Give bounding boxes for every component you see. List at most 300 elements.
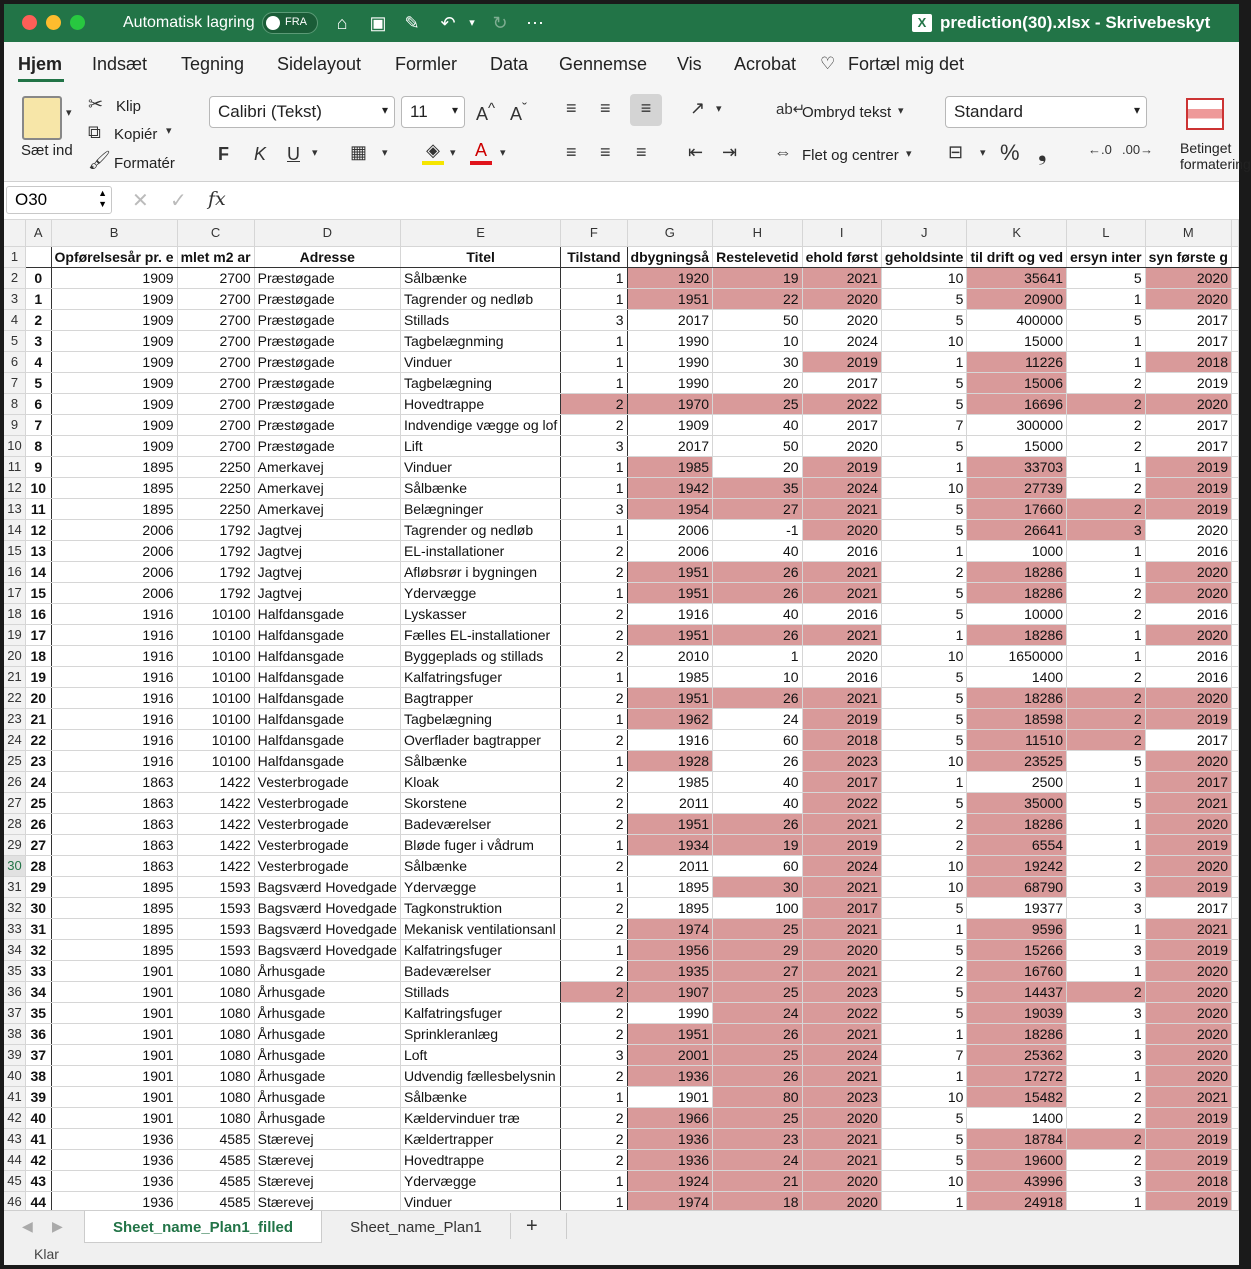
column-header[interactable]: C	[177, 220, 254, 246]
cell[interactable]: Hovedtrappe	[400, 1149, 560, 1170]
cell[interactable]: 1792	[177, 561, 254, 582]
cell[interactable]: 1916	[627, 603, 713, 624]
cell[interactable]: 30	[713, 876, 802, 897]
index-cell[interactable]: 28	[26, 855, 52, 876]
index-cell[interactable]: 44	[26, 1191, 52, 1212]
cell[interactable]: Præstøgade	[254, 309, 400, 330]
cell[interactable]: 2	[561, 918, 627, 939]
index-cell[interactable]: 40	[26, 1107, 52, 1128]
minimize-window-button[interactable]	[46, 15, 61, 30]
cell[interactable]	[1232, 456, 1239, 477]
column-title-cell[interactable]: Restelevetid	[713, 246, 802, 267]
cell[interactable]: 26	[713, 561, 802, 582]
cell[interactable]: 1792	[177, 540, 254, 561]
cell[interactable]: 40	[713, 771, 802, 792]
index-cell[interactable]: 2	[26, 309, 52, 330]
cell[interactable]: 2020	[802, 519, 881, 540]
cell[interactable]: 2700	[177, 372, 254, 393]
cell[interactable]: 1	[561, 750, 627, 771]
row-header[interactable]: 31	[4, 876, 26, 897]
cell[interactable]: 30	[713, 351, 802, 372]
cell[interactable]: Stærevej	[254, 1191, 400, 1212]
cell[interactable]: Århusgade	[254, 1002, 400, 1023]
cell[interactable]	[1232, 351, 1239, 372]
cell[interactable]: 5	[881, 603, 967, 624]
cell[interactable]: 18286	[967, 813, 1067, 834]
cell[interactable]: 1	[1067, 456, 1146, 477]
index-cell[interactable]: 30	[26, 897, 52, 918]
comma-style-icon[interactable]: ❟	[1038, 140, 1047, 165]
cell[interactable]: Lift	[400, 435, 560, 456]
cell[interactable]: 1	[881, 351, 967, 372]
cell[interactable]: 1951	[627, 624, 713, 645]
cell[interactable]: 35641	[967, 267, 1067, 288]
cell[interactable]: 5	[881, 498, 967, 519]
font-color-icon[interactable]: A	[470, 140, 492, 165]
cell[interactable]: 2011	[627, 792, 713, 813]
cell[interactable]: Belægninger	[400, 498, 560, 519]
cut-label[interactable]: Klip	[116, 98, 142, 115]
cell[interactable]: 1916	[51, 750, 177, 771]
cell[interactable]: 3	[1067, 939, 1146, 960]
cell[interactable]: Bagsværd Hovedgade	[254, 897, 400, 918]
column-title-cell[interactable]: Titel	[400, 246, 560, 267]
cell[interactable]: 20	[713, 372, 802, 393]
cell[interactable]: 5	[881, 792, 967, 813]
cell[interactable]: 2006	[627, 519, 713, 540]
cell[interactable]: Vesterbrogade	[254, 834, 400, 855]
cell[interactable]: 10	[881, 477, 967, 498]
maximize-window-button[interactable]	[70, 15, 85, 30]
fill-color-icon[interactable]: ◈	[422, 140, 444, 165]
cell[interactable]: 1422	[177, 813, 254, 834]
cell[interactable]: 5	[881, 939, 967, 960]
cell[interactable]	[1232, 582, 1239, 603]
cell[interactable]: 15000	[967, 330, 1067, 351]
cell[interactable]	[1232, 267, 1239, 288]
cell[interactable]: 2023	[802, 981, 881, 1002]
cell[interactable]: 2019	[1145, 1107, 1231, 1128]
cell[interactable]: 26	[713, 813, 802, 834]
cell[interactable]: 35000	[967, 792, 1067, 813]
cell[interactable]	[1232, 435, 1239, 456]
column-header[interactable]: L	[1067, 220, 1146, 246]
cell[interactable]	[1232, 561, 1239, 582]
cell[interactable]: 2	[561, 687, 627, 708]
row-header[interactable]: 16	[4, 561, 26, 582]
name-box[interactable]	[6, 186, 112, 214]
cell[interactable]: 1400	[967, 666, 1067, 687]
cell[interactable]: Præstøgade	[254, 351, 400, 372]
cell[interactable]: 2020	[1145, 1044, 1231, 1065]
cell[interactable]: 1916	[51, 666, 177, 687]
cell[interactable]: 2700	[177, 414, 254, 435]
cell[interactable]: 1901	[51, 1086, 177, 1107]
row-header[interactable]: 18	[4, 603, 26, 624]
cell[interactable]: Halfdansgade	[254, 708, 400, 729]
cell[interactable]: 2021	[1145, 1086, 1231, 1107]
cell[interactable]: 19242	[967, 855, 1067, 876]
cell[interactable]: 7	[881, 414, 967, 435]
column-title-cell[interactable]: geholdsinte	[881, 246, 967, 267]
merge-center-label[interactable]: Flet og centrer	[802, 147, 899, 164]
cell[interactable]: 4585	[177, 1170, 254, 1191]
chevron-down-icon[interactable]: ▾	[312, 147, 318, 159]
cell[interactable]: 5	[881, 981, 967, 1002]
index-cell[interactable]: 13	[26, 540, 52, 561]
italic-icon[interactable]: K	[254, 144, 267, 164]
cell[interactable]: 2020	[802, 939, 881, 960]
cell[interactable]: 1970	[627, 393, 713, 414]
cell[interactable]: 27739	[967, 477, 1067, 498]
cell[interactable]: 2	[561, 813, 627, 834]
cell[interactable]: 2020	[1145, 960, 1231, 981]
cell[interactable]: 10	[881, 267, 967, 288]
cell[interactable]: 50	[713, 309, 802, 330]
cell[interactable]: Badeværelser	[400, 813, 560, 834]
cell[interactable]: 2	[561, 414, 627, 435]
autosave-toggle[interactable]	[262, 12, 318, 34]
cell[interactable]	[1232, 1023, 1239, 1044]
cell[interactable]	[1232, 372, 1239, 393]
cell[interactable]	[1232, 540, 1239, 561]
index-cell[interactable]: 36	[26, 1023, 52, 1044]
cell[interactable]: 1909	[51, 414, 177, 435]
row-header[interactable]: 11	[4, 456, 26, 477]
cell[interactable]: 1	[561, 477, 627, 498]
cell[interactable]: 2	[561, 1107, 627, 1128]
cell[interactable]: 1909	[51, 393, 177, 414]
cell[interactable]: 2017	[1145, 414, 1231, 435]
cell[interactable]: Vesterbrogade	[254, 855, 400, 876]
cell[interactable]: 2020	[1145, 1023, 1231, 1044]
cell[interactable]: 2010	[627, 645, 713, 666]
cell[interactable]: 2020	[802, 435, 881, 456]
cell[interactable]: 3	[1067, 1002, 1146, 1023]
percent-icon[interactable]: %	[1000, 140, 1020, 165]
cell[interactable]: 2	[561, 897, 627, 918]
cell[interactable]: 1080	[177, 1065, 254, 1086]
cell[interactable]: 2021	[1145, 792, 1231, 813]
tab-tegning[interactable]: Tegning	[181, 54, 245, 74]
cell[interactable]: Tagbelægning	[400, 372, 560, 393]
cell[interactable]: Ydervægge	[400, 1170, 560, 1191]
cell[interactable]: 2	[561, 1065, 627, 1086]
cell[interactable]: 1942	[627, 477, 713, 498]
cell[interactable]: 2	[561, 855, 627, 876]
cell[interactable]: 1080	[177, 1023, 254, 1044]
cell[interactable]: 2	[881, 561, 967, 582]
cell[interactable]: 1928	[627, 750, 713, 771]
spreadsheet-grid[interactable]	[4, 220, 1239, 1210]
index-cell[interactable]: 39	[26, 1086, 52, 1107]
cell[interactable]: 1909	[51, 288, 177, 309]
cell[interactable]: 2022	[802, 792, 881, 813]
cell[interactable]: Sprinkleranlæg	[400, 1023, 560, 1044]
bold-icon[interactable]: F	[218, 144, 229, 164]
index-cell[interactable]: 0	[26, 267, 52, 288]
cell[interactable]: 2019	[1145, 1128, 1231, 1149]
cell[interactable]: 1	[1067, 813, 1146, 834]
cell[interactable]	[1232, 855, 1239, 876]
cell[interactable]: 1985	[627, 771, 713, 792]
cell[interactable]: Jagtvej	[254, 540, 400, 561]
cell[interactable]	[1232, 1128, 1239, 1149]
cell[interactable]: 1593	[177, 876, 254, 897]
add-sheet-icon[interactable]: +	[526, 1215, 538, 1237]
cell[interactable]: 400000	[967, 309, 1067, 330]
cell[interactable]: 25	[713, 981, 802, 1002]
cell[interactable]: 1966	[627, 1107, 713, 1128]
row-header[interactable]: 37	[4, 1002, 26, 1023]
cell[interactable]: 22	[713, 288, 802, 309]
align-center-icon[interactable]: ≡	[600, 142, 611, 162]
cell[interactable]: Tagkonstruktion	[400, 897, 560, 918]
cell[interactable]: 1901	[51, 1023, 177, 1044]
cell[interactable]: 43996	[967, 1170, 1067, 1191]
cell[interactable]: Jagtvej	[254, 561, 400, 582]
cell[interactable]: 14437	[967, 981, 1067, 1002]
cell[interactable]: Udvendig fællesbelysnin	[400, 1065, 560, 1086]
cell[interactable]: 2	[1067, 582, 1146, 603]
index-cell[interactable]: 5	[26, 372, 52, 393]
cell[interactable]: 1	[561, 582, 627, 603]
cell[interactable]: Amerkavej	[254, 498, 400, 519]
row-header[interactable]: 30	[4, 855, 26, 876]
cell[interactable]: 1909	[51, 330, 177, 351]
cell[interactable]: 1	[1067, 834, 1146, 855]
decrease-decimal-icon[interactable]: .00→	[1122, 142, 1154, 157]
cell[interactable]: Kalfatringsfuger	[400, 666, 560, 687]
cell[interactable]	[1232, 687, 1239, 708]
cell[interactable]: 2	[561, 540, 627, 561]
cell[interactable]: 18286	[967, 561, 1067, 582]
index-cell[interactable]: 10	[26, 477, 52, 498]
cell[interactable]: 1	[561, 1086, 627, 1107]
cell[interactable]: 10	[881, 645, 967, 666]
cell[interactable]	[1232, 1107, 1239, 1128]
cell[interactable]: 15000	[967, 435, 1067, 456]
cell[interactable]: 10	[881, 876, 967, 897]
cell[interactable]: 1	[1067, 1023, 1146, 1044]
tab-acrobat[interactable]: Acrobat	[734, 54, 797, 74]
cell[interactable]: Halfdansgade	[254, 687, 400, 708]
cell[interactable]: 3	[1067, 1044, 1146, 1065]
select-all-corner[interactable]	[4, 220, 26, 246]
cell[interactable]: 2020	[1145, 750, 1231, 771]
cell[interactable]: 7	[881, 1044, 967, 1065]
align-top-icon[interactable]: ≡	[566, 98, 577, 118]
cell[interactable]: 2020	[802, 288, 881, 309]
save-as-icon[interactable]: ✎	[404, 13, 420, 33]
cell[interactable]: Sålbænke	[400, 477, 560, 498]
cell[interactable]: 1895	[51, 918, 177, 939]
grow-font-icon[interactable]: A^	[476, 100, 496, 124]
index-cell[interactable]: 19	[26, 666, 52, 687]
cell[interactable]: 1080	[177, 981, 254, 1002]
cell[interactable]: 6554	[967, 834, 1067, 855]
cell[interactable]: 5	[1067, 792, 1146, 813]
cell[interactable]: 1	[1067, 918, 1146, 939]
tab-tell-me[interactable]: Fortæl mig det	[848, 54, 965, 74]
index-cell[interactable]: 3	[26, 330, 52, 351]
cell-table[interactable]	[4, 220, 1239, 1213]
cell[interactable]: 3	[1067, 1170, 1146, 1191]
cell[interactable]: 2	[561, 645, 627, 666]
number-format-dropdown[interactable]	[945, 96, 1147, 128]
cell[interactable]: 1593	[177, 939, 254, 960]
cell[interactable]: 1	[1067, 330, 1146, 351]
cell[interactable]: 2021	[1145, 918, 1231, 939]
cell[interactable]: 1863	[51, 792, 177, 813]
cell[interactable]: 1	[881, 456, 967, 477]
index-cell[interactable]: 42	[26, 1149, 52, 1170]
cell[interactable]: 1951	[627, 561, 713, 582]
cell[interactable]: 26	[713, 1023, 802, 1044]
cell[interactable]: 2016	[1145, 666, 1231, 687]
cell[interactable]: 1934	[627, 834, 713, 855]
column-title-cell[interactable]: syn første g	[1145, 246, 1231, 267]
cell[interactable]: 1	[1067, 1191, 1146, 1212]
cell[interactable]: 1080	[177, 1044, 254, 1065]
column-title-cell[interactable]: ehold først	[802, 246, 881, 267]
cell[interactable]: 25	[713, 1044, 802, 1065]
cell[interactable]: 1	[1067, 351, 1146, 372]
cell[interactable]: 24918	[967, 1191, 1067, 1212]
cell[interactable]: 2019	[1145, 939, 1231, 960]
align-bottom-icon[interactable]: ≡	[630, 94, 662, 126]
cell[interactable]: 1909	[51, 309, 177, 330]
cell[interactable]: 1	[561, 267, 627, 288]
cell[interactable]: 2020	[1145, 855, 1231, 876]
cell[interactable]: 1916	[51, 624, 177, 645]
column-title-cell[interactable]: Opførelsesår pr. e	[51, 246, 177, 267]
cell[interactable]: 2021	[802, 876, 881, 897]
cell[interactable]: 5	[881, 1107, 967, 1128]
cell[interactable]: 2019	[1145, 1149, 1231, 1170]
row-header[interactable]: 36	[4, 981, 26, 1002]
cell[interactable]: 2019	[1145, 372, 1231, 393]
row-header[interactable]: 1	[4, 246, 26, 267]
redo-icon[interactable]: ↻	[492, 13, 508, 33]
cell[interactable]: 2	[561, 729, 627, 750]
align-right-icon[interactable]: ≡	[636, 142, 647, 162]
cell[interactable]: 10	[881, 750, 967, 771]
cell[interactable]: 2	[561, 561, 627, 582]
cell[interactable]	[1232, 897, 1239, 918]
cell[interactable]: 10	[881, 1086, 967, 1107]
cell[interactable]: Halfdansgade	[254, 624, 400, 645]
index-cell[interactable]: 11	[26, 498, 52, 519]
close-window-button[interactable]	[22, 15, 37, 30]
cell[interactable]	[1232, 330, 1239, 351]
cell[interactable]: Stærevej	[254, 1128, 400, 1149]
index-cell[interactable]: 25	[26, 792, 52, 813]
enter-icon[interactable]: ✓	[170, 190, 187, 212]
cell[interactable]: 1422	[177, 834, 254, 855]
cell[interactable]	[1232, 603, 1239, 624]
cell[interactable]: Bagsværd Hovedgade	[254, 939, 400, 960]
cell[interactable]: 2021	[802, 582, 881, 603]
column-title-cell[interactable]: ersyn inter	[1067, 246, 1146, 267]
cell[interactable]: 2024	[802, 855, 881, 876]
cell[interactable]	[1232, 477, 1239, 498]
cell[interactable]	[1232, 1086, 1239, 1107]
cell[interactable]: 1080	[177, 1107, 254, 1128]
cell[interactable]: 2020	[1145, 288, 1231, 309]
cell[interactable]: 1	[1067, 1065, 1146, 1086]
cell[interactable]: 27	[713, 960, 802, 981]
cell[interactable]: 1	[561, 456, 627, 477]
column-header[interactable]: J	[881, 220, 967, 246]
cell[interactable]: 2020	[802, 309, 881, 330]
cell[interactable]	[1232, 498, 1239, 519]
cell[interactable]: 1909	[627, 414, 713, 435]
cell[interactable]: 2019	[802, 708, 881, 729]
cell[interactable]: 1593	[177, 918, 254, 939]
row-header[interactable]: 32	[4, 897, 26, 918]
cell[interactable]	[1232, 1149, 1239, 1170]
index-cell[interactable]: 22	[26, 729, 52, 750]
cell[interactable]: 40	[713, 540, 802, 561]
chevron-down-icon[interactable]: ▾	[450, 147, 456, 159]
cell[interactable]: 2022	[802, 393, 881, 414]
cell[interactable]: 2021	[802, 1065, 881, 1086]
cell[interactable]: 1	[561, 1170, 627, 1191]
cell[interactable]: 1916	[51, 645, 177, 666]
cell[interactable]: 20	[713, 456, 802, 477]
cell[interactable]: Skorstene	[400, 792, 560, 813]
column-header[interactable]: K	[967, 220, 1067, 246]
cell[interactable]: Vesterbrogade	[254, 771, 400, 792]
cell[interactable]: 1916	[51, 708, 177, 729]
cell[interactable]: 1916	[51, 603, 177, 624]
cell[interactable]: 1895	[51, 477, 177, 498]
chevron-down-icon[interactable]: ▾	[166, 125, 172, 137]
cell[interactable]: Tagbelægnming	[400, 330, 560, 351]
cell[interactable]: 1	[561, 939, 627, 960]
cell[interactable]: 1	[561, 372, 627, 393]
cell[interactable]: 1422	[177, 855, 254, 876]
cell[interactable]: Tagbelægning	[400, 708, 560, 729]
row-header[interactable]: 4	[4, 309, 26, 330]
cell[interactable]: 1990	[627, 351, 713, 372]
cell[interactable]: 1	[1067, 540, 1146, 561]
tab-sidelayout[interactable]: Sidelayout	[277, 54, 362, 74]
cell[interactable]: 1	[561, 708, 627, 729]
cell[interactable]: 5	[881, 666, 967, 687]
cell[interactable]: 10	[713, 666, 802, 687]
cell[interactable]: Badeværelser	[400, 960, 560, 981]
cell[interactable]: 19	[713, 267, 802, 288]
row-header[interactable]: 6	[4, 351, 26, 372]
cell[interactable]: 2	[561, 1128, 627, 1149]
cell[interactable]: 18	[713, 1191, 802, 1212]
cell[interactable]: 1916	[627, 729, 713, 750]
cell[interactable]: 1	[881, 624, 967, 645]
cell[interactable]: 1593	[177, 897, 254, 918]
cell[interactable]: Bagtrapper	[400, 687, 560, 708]
column-title-cell[interactable]: Tilstand	[561, 246, 627, 267]
cell[interactable]: 1895	[627, 876, 713, 897]
cell[interactable]: Præstøgade	[254, 372, 400, 393]
cell[interactable]: Bagsværd Hovedgade	[254, 918, 400, 939]
conditional-formatting-icon[interactable]	[1186, 98, 1224, 130]
cell[interactable]: Byggeplads og stillads	[400, 645, 560, 666]
cell[interactable]: 16760	[967, 960, 1067, 981]
cell[interactable]: Vinduer	[400, 1191, 560, 1212]
cell[interactable]: 26	[713, 624, 802, 645]
